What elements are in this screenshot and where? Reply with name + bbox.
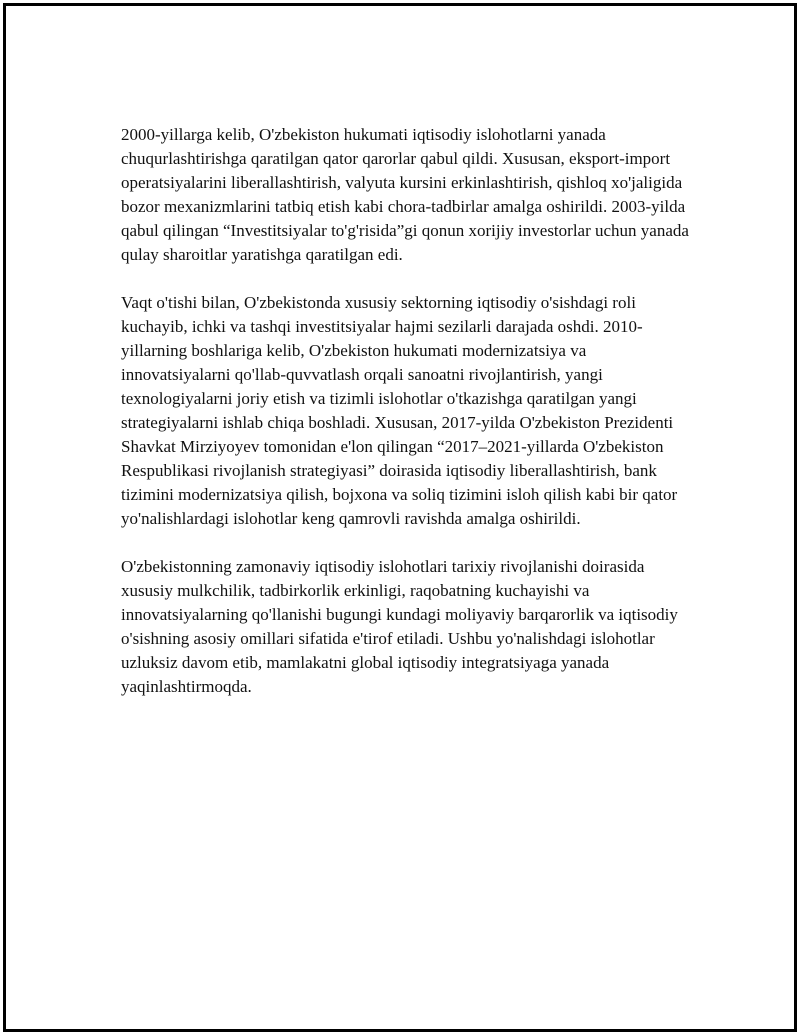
paragraph-modern-reforms: O'zbekistonning zamonaviy iqtisodiy islohotlari tarixiy rivojlanishi doirasida xususiy mulkchilik, tadbirkorlik erkinligi, raqobatning kuchayishi va innovatsiyalarning qo'llanishi bugungi kundagi moliyaviy barqarorlik va iqtisodiy o'sishning asosiy omillari sifatida e'tirof etiladi. Ushbu yo'nalishdagi islohotlar uzluksiz davom etib, mamlakatni global iqtisodiy integratsiyaga yanada yaqinlashtirmoqda. — [121, 557, 678, 696]
paragraph-private-sector-growth: Vaqt o'tishi bilan, O'zbekistonda xususiy sektorning iqtisodiy o'sishdagi roli kuchayib, ichki va tashqi investitsiyalar hajmi sezilarli darajada oshdi. 2010-yillarning boshlariga kelib, O'zbekiston hukumati modernizatsiya va innovatsiyalarni qo'llab-quvvatlash orqali sanoatni rivojlantirish, yangi texnologiyalarni joriy etish va tizimli islohotlar o'tkazishga qaratilgan yangi strategiyalarni ishlab chiqa boshladi. Xususan, 2017-yilda O'zbekiston Prezidenti Shavkat Mirziyoyev tomonidan e'lon qilingan “2017–2021-yillarda O'zbekiston Respublikasi rivojlanish strategiyasi” doirasida iqtisodiy liberallashtirish, bank tizimini modernizatsiya qilish, bojxona va soliq tizimini isloh qilish kabi bir qator yo'nalishlardagi islohotlar keng qamrovli ravishda amalga oshirildi. — [121, 293, 678, 528]
page-frame — [3, 3, 797, 1032]
paragraph-economic-reforms-2000s: 2000-yillarga kelib, O'zbekiston hukumati iqtisodiy islohotlarni yanada chuqurlashtirishga qaratilgan qator qarorlar qabul qildi. Xususan, eksport-import operatsiyalarini liberallashtirish, valyuta kursini erkinlashtirish, qishloq xo'jaligida bozor mexanizmlarini tatbiq etish kabi chora-tadbirlar amalga oshirildi. 2003-yilda qabul qilingan “Investitsiyalar to'g'risida”gi qonun xorijiy investorlar uchun yanada qulay sharoitlar yaratishga qaratilgan edi. — [121, 125, 689, 264]
document-body — [121, 123, 697, 723]
